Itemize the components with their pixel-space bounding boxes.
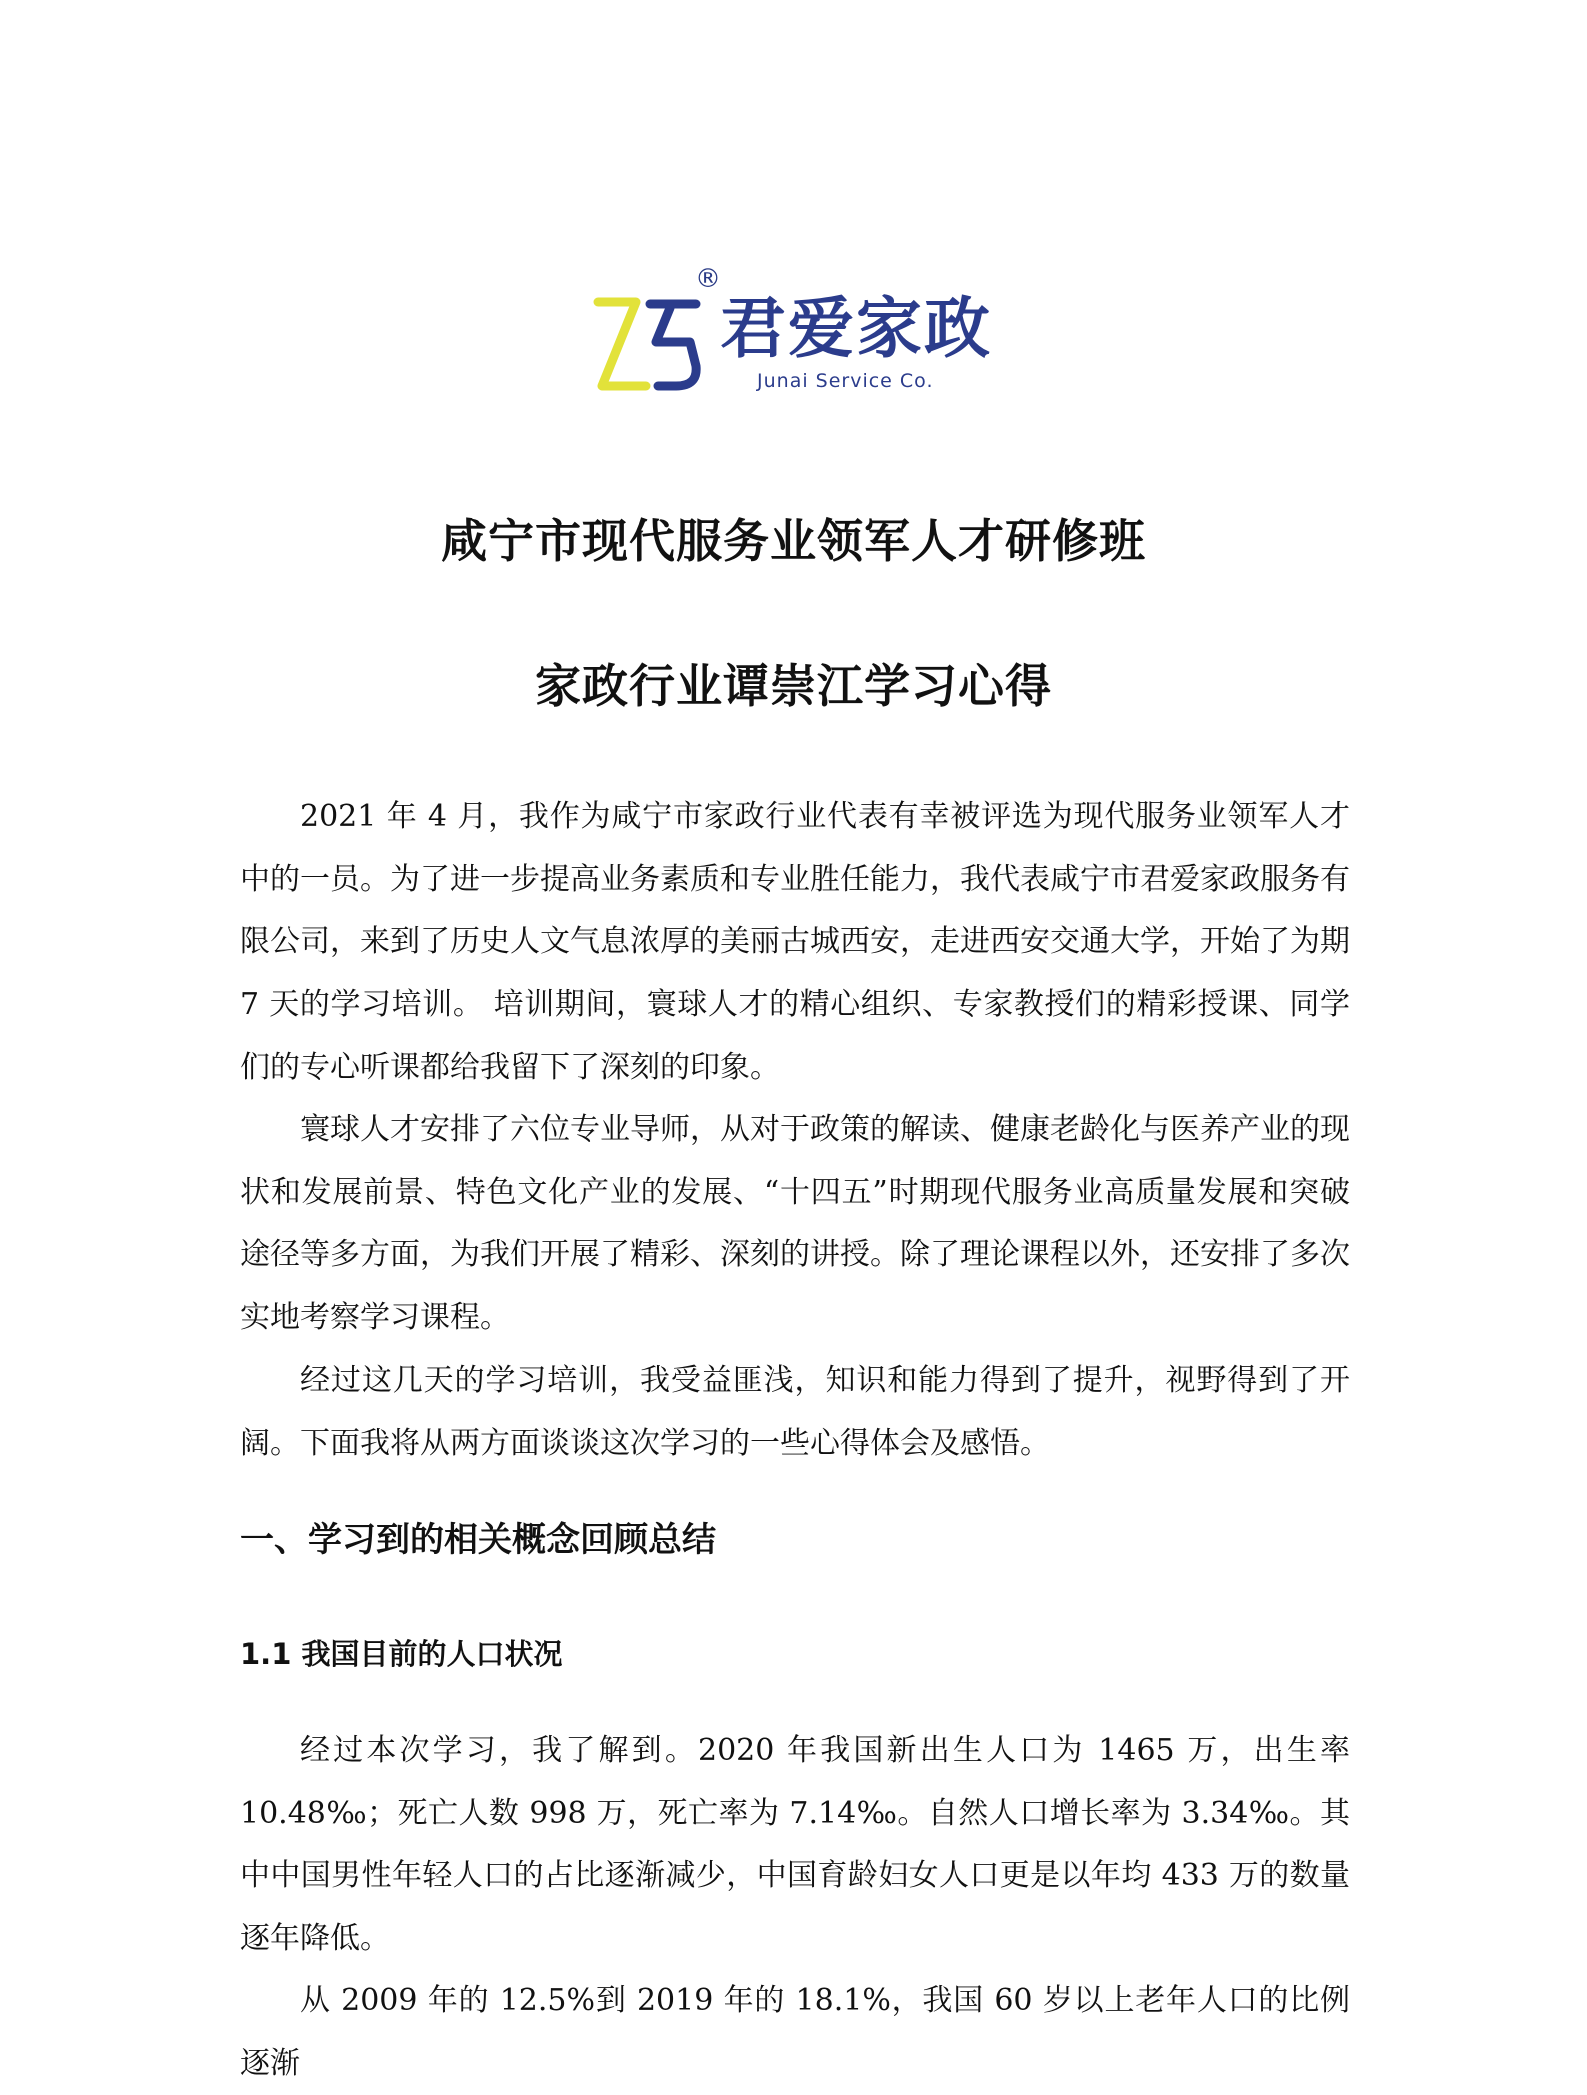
aging-paragraph: 从 2009 年的 12.5%到 2019 年的 18.1%，我国 60 岁以上老年人口的比例逐渐 — [240, 1983, 1350, 2081]
company-logo — [592, 266, 992, 396]
junai-logo-mark-icon — [592, 296, 708, 394]
subsection-heading: 1.1 我国目前的人口状况 — [240, 1637, 563, 1671]
logo-name-chinese: 君爱家政 — [720, 290, 992, 367]
logo-name-english: Junai Service Co. — [757, 370, 934, 392]
document-title: 咸宁市现代服务业领军人才研修班 — [441, 514, 1146, 568]
population-paragraph: 经过本次学习，我了解到。2020 年我国新出生人口为 1465 万，出生率 10.48‰；死亡人数 998 万，死亡率为 7.14‰。自然人口增长率为 3.34‰。其中中国男性年轻人口的占比逐渐减少，中国育龄妇女人口更是以年均 433 万的数量逐年降低。 — [240, 1733, 1350, 1957]
intro-paragraph-3: 经过这几天的学习培训，我受益匪浅，知识和能力得到了提升，视野得到了开阔。下面我将从两方面谈谈这次学习的一些心得体会及感悟。 — [240, 1363, 1350, 1461]
intro-paragraph-2: 寰球人才安排了六位专业导师，从对于政策的解读、健康老龄化与医养产业的现状和发展前景、特色文化产业的发展、“十四五”时期现代服务业高质量发展和突破途径等多方面，为我们开展了精彩、深刻的讲授。除了理论课程以外，还安排了多次实地考察学习课程。 — [240, 1112, 1350, 1336]
section-heading: 一、学习到的相关概念回顾总结 — [240, 1520, 716, 1560]
registered-trademark: ® — [695, 264, 721, 294]
document-subtitle: 家政行业谭崇江学习心得 — [535, 659, 1052, 713]
intro-paragraph-1: 2021 年 4 月，我作为咸宁市家政行业代表有幸被评选为现代服务业领军人才中的一员。为了进一步提高业务素质和专业胜任能力，我代表咸宁市君爱家政服务有限公司，来到了历史人文气息浓厚的美丽古城西安，走进西安交通大学，开始了为期 7 天的学习培训。 培训期间，寰球人才的精心组织、专家教授们的精彩授课、同学们的专心听课都给我留下了深刻的印象。 — [240, 799, 1350, 1085]
